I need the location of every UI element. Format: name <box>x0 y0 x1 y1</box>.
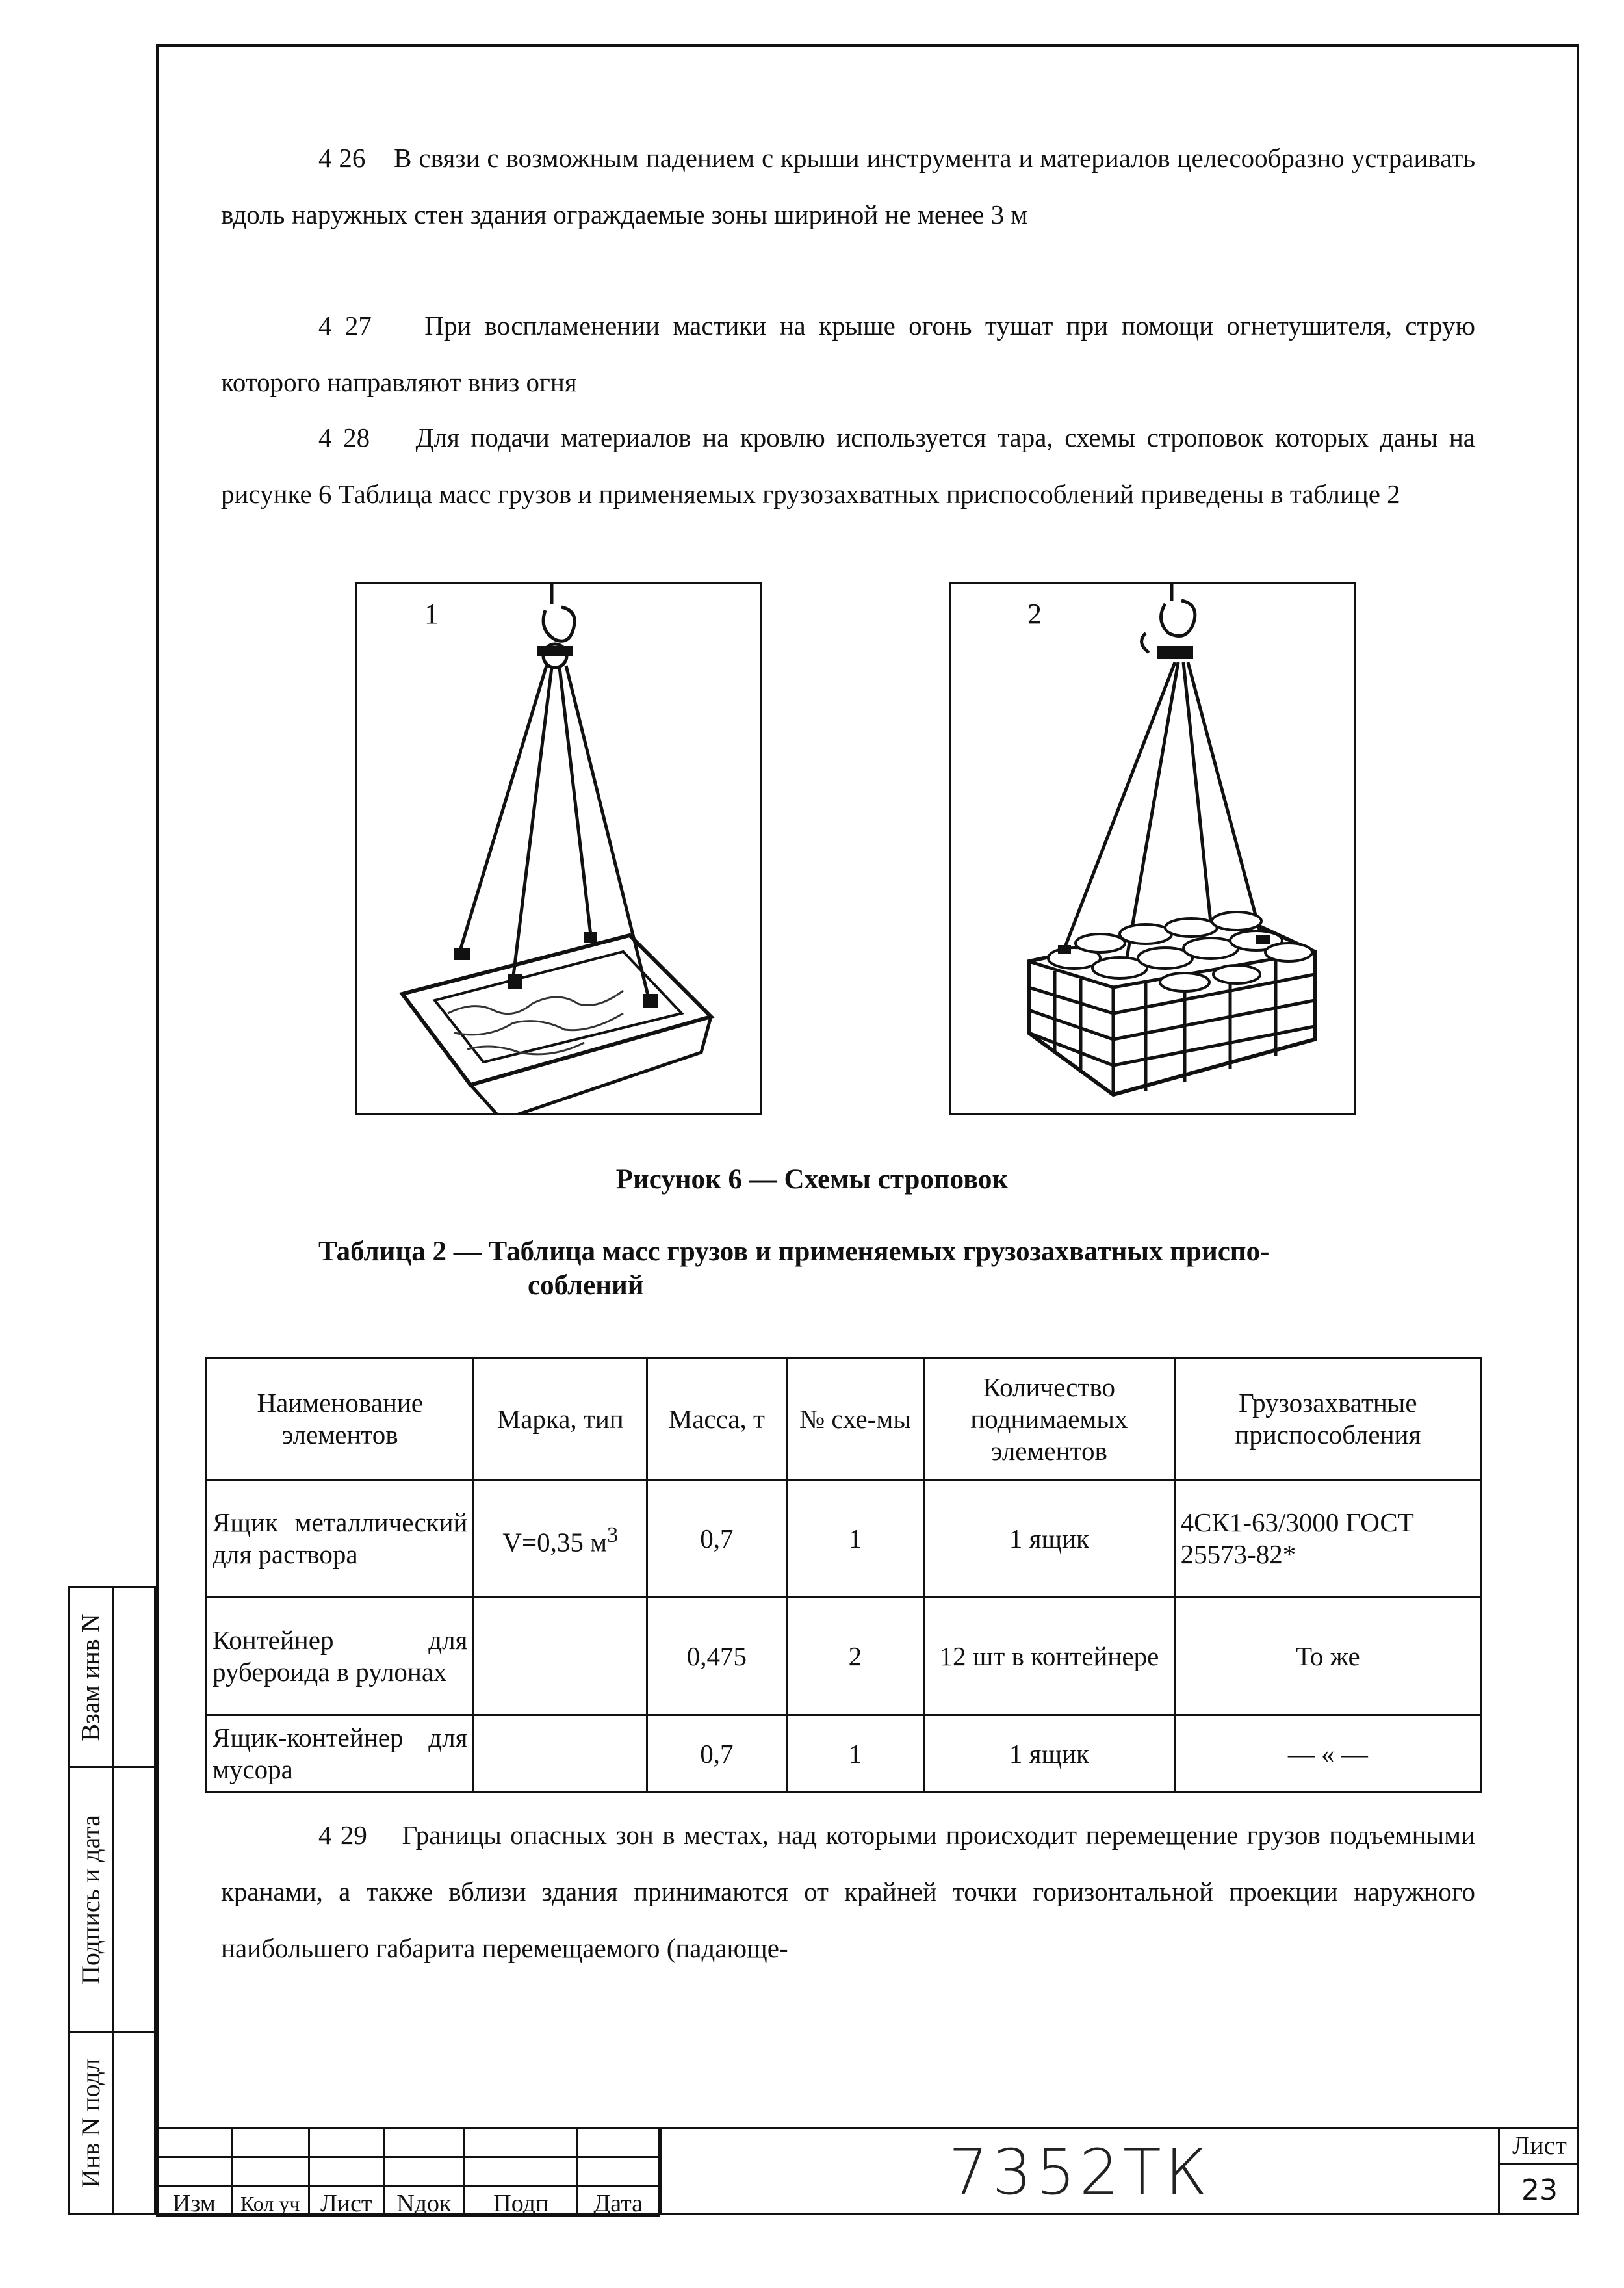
cargo-mass-table <box>205 1357 1482 1793</box>
cell-scheme: 2 <box>786 1598 923 1715</box>
cell-gear: 4СК1-63/3000 ГОСТ 25573-82* <box>1174 1480 1481 1598</box>
revision-grid <box>156 2127 660 2217</box>
cell-mark <box>474 1715 647 1793</box>
figure-panel-1 <box>355 582 762 1115</box>
cell-scheme: 1 <box>786 1715 923 1793</box>
header-scheme: № схе-мы <box>786 1358 923 1480</box>
cell-name: Ящик металлический для раствора <box>207 1480 474 1598</box>
figure-panel-1-label: 1 <box>424 598 439 630</box>
revision-header-row <box>157 2187 659 2216</box>
cell-mass: 0,7 <box>647 1715 786 1793</box>
cell-mass: 0,7 <box>647 1480 786 1598</box>
sheet-box <box>1498 2127 1579 2215</box>
cell-mark <box>474 1598 647 1715</box>
side-inv-cell <box>68 2031 156 2215</box>
document-code: 7352ТК <box>660 2127 1498 2215</box>
header-gear: Грузозахватные приспособления <box>1174 1358 1481 1480</box>
col-podp: Подп <box>465 2187 578 2216</box>
col-data: Дата <box>578 2187 659 2216</box>
paragraph-4-27: 4 27 При воспламенении мастики на крыше огонь тушат при помощи огнетушителя, струю которого направляют вниз огня <box>221 311 1476 397</box>
col-kol-uch: Кол уч <box>231 2187 309 2216</box>
cell-quantity: 1 ящик <box>924 1715 1174 1793</box>
side-inv-label: Инв N подл <box>76 2058 106 2188</box>
table-header-row <box>207 1358 1482 1480</box>
cell-mass: 0,475 <box>647 1598 786 1715</box>
header-mass: Масса, т <box>647 1358 786 1480</box>
sheet-label: Лист <box>1500 2129 1579 2164</box>
table-row <box>207 1715 1482 1793</box>
cell-name: Контейнер для рубероида в рулонах <box>207 1598 474 1715</box>
side-podpis-label: Подпись и дата <box>76 1814 105 1984</box>
figure-caption: Рисунок 6 — Схемы строповок <box>615 1164 1009 1195</box>
cell-name: Ящик-контейнер для мусора <box>207 1715 474 1793</box>
col-ndok: Nдок <box>383 2187 465 2216</box>
table-row <box>207 1480 1482 1598</box>
figure-panel-2 <box>949 582 1356 1115</box>
metal-box-sling-drawing <box>357 584 760 1113</box>
header-quantity: Количество поднимаемых элементов <box>924 1358 1174 1480</box>
figure-panel-2-label: 2 <box>1027 598 1042 630</box>
paragraph-4-26: 4 26 В связи с возможным падением с крыши инструмента и материалов целесообразно устраивать вдоль наружных стен здания ограждаемые зоны шириной не менее 3 м <box>221 143 1476 229</box>
paragraph-4-29: 4 29 Границы опасных зон в местах, над которыми происходит перемещение грузов подъемными кранами, а также вблизи здания принимаются от крайней точки горизонтальной проекции наружного наибольшего габарита перемещаемого (падающе- <box>221 1820 1476 1963</box>
side-vzam-label: Взам инв N <box>76 1613 106 1741</box>
container-sling-drawing <box>951 584 1354 1113</box>
cell-gear: — « — <box>1174 1715 1481 1793</box>
cell-mark: V=0,35 $м^3$ <box>474 1480 647 1598</box>
table-row <box>207 1598 1482 1715</box>
col-izm: Изм <box>157 2187 232 2216</box>
header-mark: Марка, тип <box>474 1358 647 1480</box>
side-vzam-cell <box>68 1586 156 1768</box>
side-stamp <box>68 1586 156 2215</box>
col-list: Лист <box>309 2187 383 2216</box>
sheet-number: 23 <box>1521 2174 1558 2207</box>
header-name: Наименование элементов <box>207 1358 474 1480</box>
side-podpis-cell <box>68 1766 156 2033</box>
cell-scheme: 1 <box>786 1480 923 1598</box>
cell-quantity: 12 шт в контейнере <box>924 1598 1174 1715</box>
table-caption: Таблица 2 — Таблица масс грузов и применяемых грузозахватных приспо- соблений <box>318 1236 1270 1301</box>
cell-gear: То же <box>1174 1598 1481 1715</box>
paragraph-4-28: 4 28 Для подачи материалов на кровлю используется тара, схемы строповок которых даны на рисунке 6 Таблица масс грузов и применяемых грузозахватных приспособлений приведены в таблице 2 <box>221 422 1475 509</box>
cell-quantity: 1 ящик <box>924 1480 1174 1598</box>
